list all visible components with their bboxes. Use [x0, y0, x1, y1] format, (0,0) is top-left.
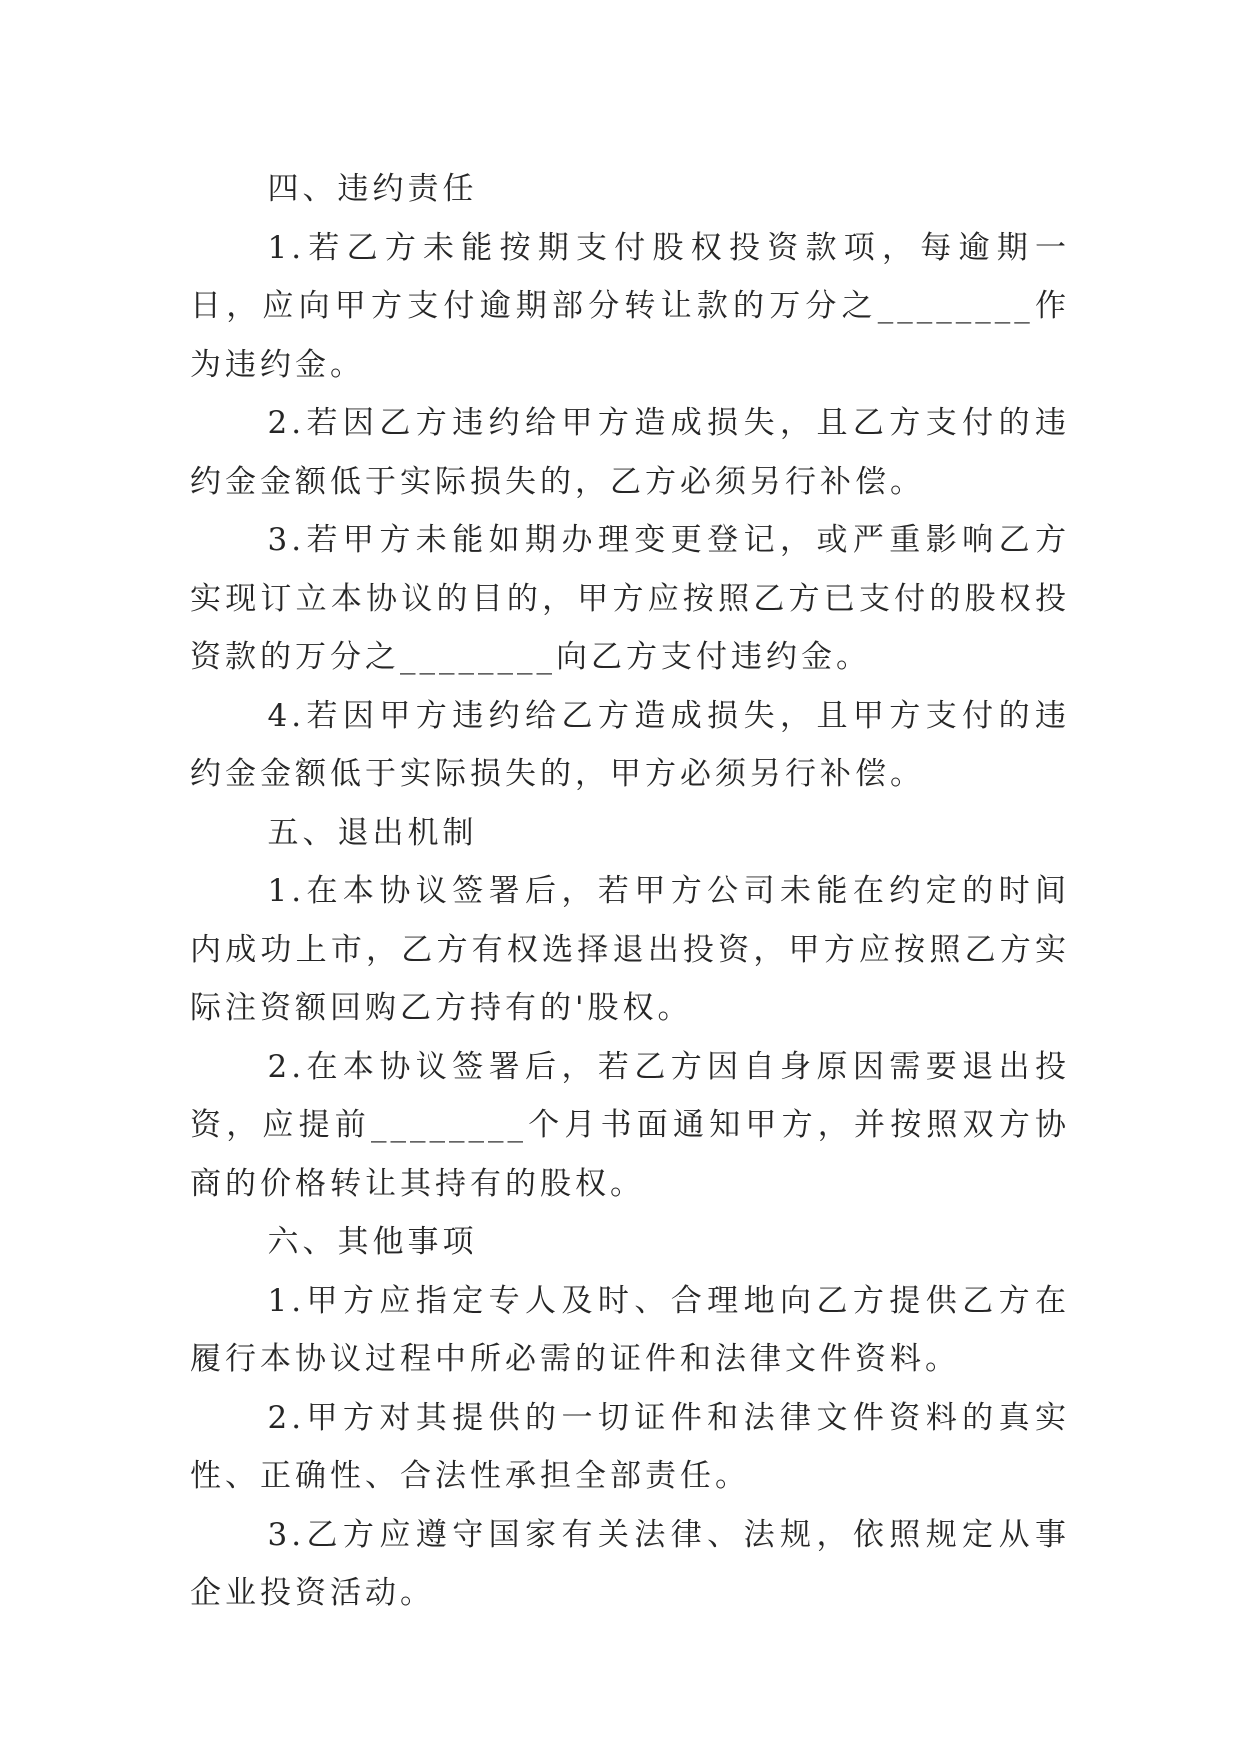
clause-4-1: 1.若乙方未能按期支付股权投资款项，每逾期一日，应向甲方支付逾期部分转让款的万分之________作为违约金。	[190, 229, 1070, 383]
clause-5-2: 2.在本协议签署后，若乙方因自身原因需要退出投资，应提前________个月书面通知甲方，并按照双方协商的价格转让其持有的股权。	[190, 1048, 1070, 1202]
document-body	[190, 160, 1070, 1623]
clause-6-2: 2.甲方对其提供的一切证件和法律文件资料的真实性、正确性、合法性承担全部责任。	[190, 1399, 1070, 1494]
clause-6-3: 3.乙方应遵守国家有关法律、法规，依照规定从事企业投资活动。	[190, 1516, 1070, 1611]
clause-4-4: 4.若因甲方违约给乙方造成损失，且甲方支付的违约金金额低于实际损失的，甲方必须另行补偿。	[190, 697, 1070, 792]
section-heading-exit-mechanism: 五、退出机制	[267, 814, 478, 851]
clause-5-1: 1.在本协议签署后，若甲方公司未能在约定的时间内成功上市，乙方有权选择退出投资，甲方应按照乙方实际注资额回购乙方持有的'股权。	[190, 873, 1070, 1026]
clause-4-2: 2.若因乙方违约给甲方造成损失，且乙方支付的违约金金额低于实际损失的，乙方必须另行补偿。	[190, 405, 1070, 500]
section-heading-other-matters: 六、其他事项	[267, 1224, 478, 1260]
clause-4-3: 3.若甲方未能如期办理变更登记，或严重影响乙方实现订立本协议的目的，甲方应按照乙方已支付的股权投资款的万分之________向乙方支付违约金。	[190, 522, 1070, 675]
section-heading-breach-liability: 四、违约责任	[267, 171, 478, 207]
clause-6-1: 1.甲方应指定专人及时、合理地向乙方提供乙方在履行本协议过程中所必需的证件和法律文件资料。	[190, 1282, 1070, 1377]
